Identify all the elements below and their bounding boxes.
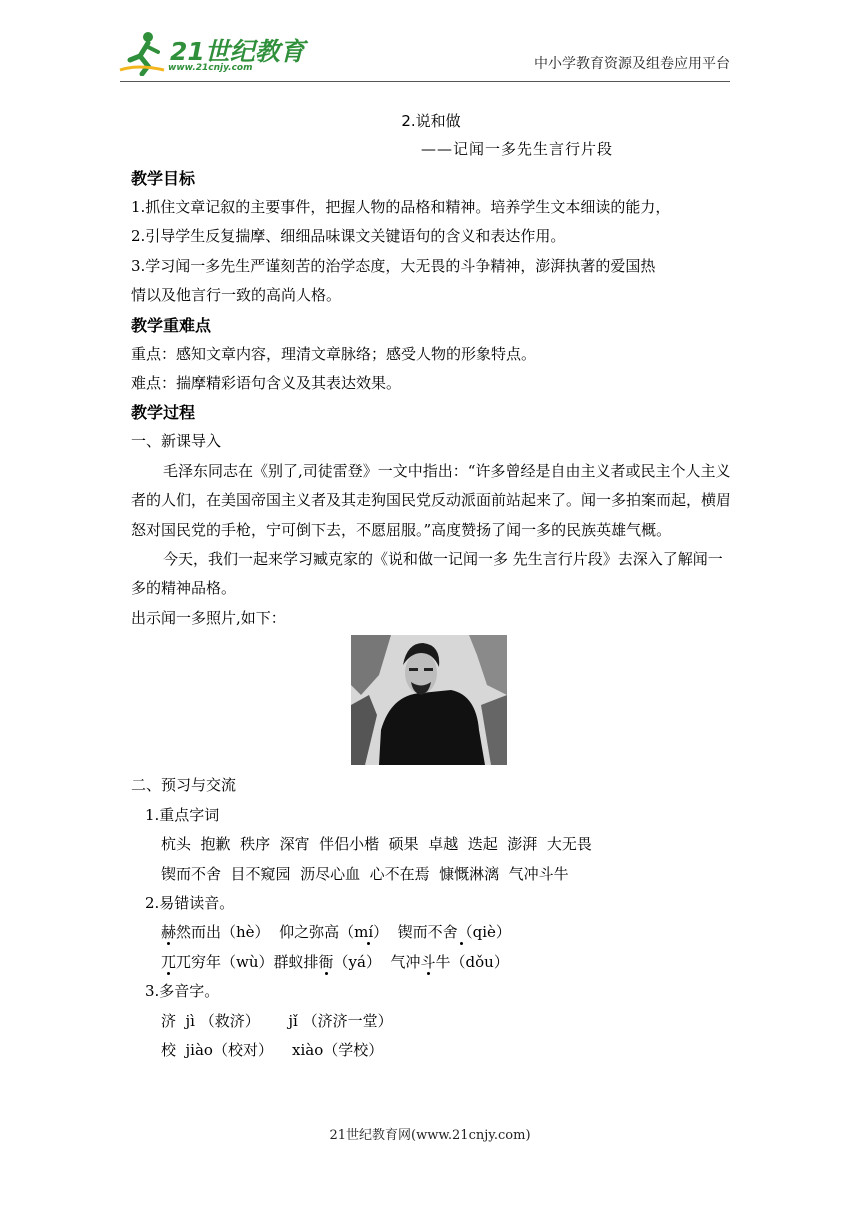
emphasis-char: 赫 [161, 923, 177, 942]
goal-3a: 3.学习闻一多先生严谨刻苦的治学态度，大无畏的斗争精神，澎湃执著的爱国热 [131, 256, 656, 275]
item-1-heading: 1.重点字词 [145, 805, 220, 824]
emphasis-char: 衙 [318, 952, 334, 971]
logo-text: 21世纪教育 [170, 37, 305, 66]
key-words-line-2: 锲而不舍 目不窥园 沥尽心血 心不在焉 慷慨淋漓 气冲斗牛 [161, 864, 569, 883]
goals-heading: 教学目标 [131, 169, 196, 188]
photo-container [131, 633, 731, 771]
portrait-photo [351, 635, 507, 765]
process-heading: 教学过程 [131, 403, 196, 423]
emphasis-char: 高（mí） 锲 [324, 923, 413, 942]
pronunciation-text: 然而出（hè） 仰之弥 [176, 923, 325, 942]
pronunciation-text: （yá） 气冲 [333, 952, 421, 971]
goal-2: 2.引导学生反复揣摩、细细品味课文关键语句的含义和表达作用。 [131, 227, 566, 246]
photo-intro: 出示闻一多照片,如下： [131, 608, 286, 627]
goal-3b: 情以及他言行一致的高尚人格。 [131, 286, 342, 305]
key-point-2: 难点：揣摩精彩语句含义及其表达效果。 [131, 374, 402, 393]
key-words-line-1: 杭头 抱歉 秩序 深宵 伴侣小楷 硕果 卓越 迭起 澎湃 大无畏 [161, 835, 592, 854]
polyphone-line-1: 济 jì （救济） jǐ （济济一堂） [161, 1011, 393, 1030]
intro-paragraph-1: 毛泽东同志在《别了,司徒雷登》一文中指出：“许多曾经是自由主义者或民主个人主义者的人们，在美国帝国主义者及其走狗国民党反动派面前站起来了。闻一多拍案而起，横眉怒对国民党的手枪，宁可倒下去，不愿屈服。”高度赞扬了闻一多的民族英雄气概。 [131, 461, 732, 539]
key-points-heading: 教学重难点 [131, 315, 212, 335]
key-point-1: 重点：感知文章内容，理清文章脉络；感受人物的形象特点。 [131, 344, 537, 363]
section-1-heading: 一、新课导入 [131, 432, 222, 451]
intro-paragraph-2: 今天，我们一起来学习臧克家的《说和做一记闻一多 先生言行片段》去深入了解闻一多的精神品格。 [131, 550, 723, 598]
logo-url: www.21cnjy.com [168, 63, 253, 73]
pronunciation-text: 牛（dǒu） [435, 952, 509, 971]
item-3-heading: 3.多音字。 [145, 982, 220, 1001]
polyphone-line-2: 校 jiào（校对） xiào（学校） [161, 1040, 384, 1059]
pronunciation-line-1 [131, 918, 731, 947]
lesson-title: 2.说和做 [401, 112, 461, 130]
pronunciation-line-2 [131, 948, 731, 977]
site-logo[interactable] [118, 30, 305, 78]
platform-name: 中小学教育资源及组卷应用平台 [534, 56, 730, 72]
section-2-heading: 二、预习与交流 [131, 776, 237, 795]
document-body [131, 104, 731, 1065]
pronunciation-text: 兀穷年（wù）群蚁排 [176, 952, 319, 971]
header-divider [120, 81, 730, 82]
lesson-subtitle: ——记闻一多先生言行片段 [420, 140, 613, 158]
runner-icon [118, 30, 170, 76]
portrait-image [351, 635, 507, 765]
emphasis-char: 兀 [161, 952, 177, 971]
goal-1: 1.抓住文章记叙的主要事件，把握人物的品格和精神。培养学生文本细读的能力， [131, 198, 671, 216]
emphasis-char: 斗 [420, 952, 436, 971]
item-2-heading: 2.易错读音。 [145, 893, 235, 912]
emphasis-char: 而不舍（qiè） [412, 923, 511, 942]
page-footer[interactable]: 21世纪教育网(www.21cnjy.com) [329, 1128, 531, 1143]
page-header [0, 0, 860, 90]
